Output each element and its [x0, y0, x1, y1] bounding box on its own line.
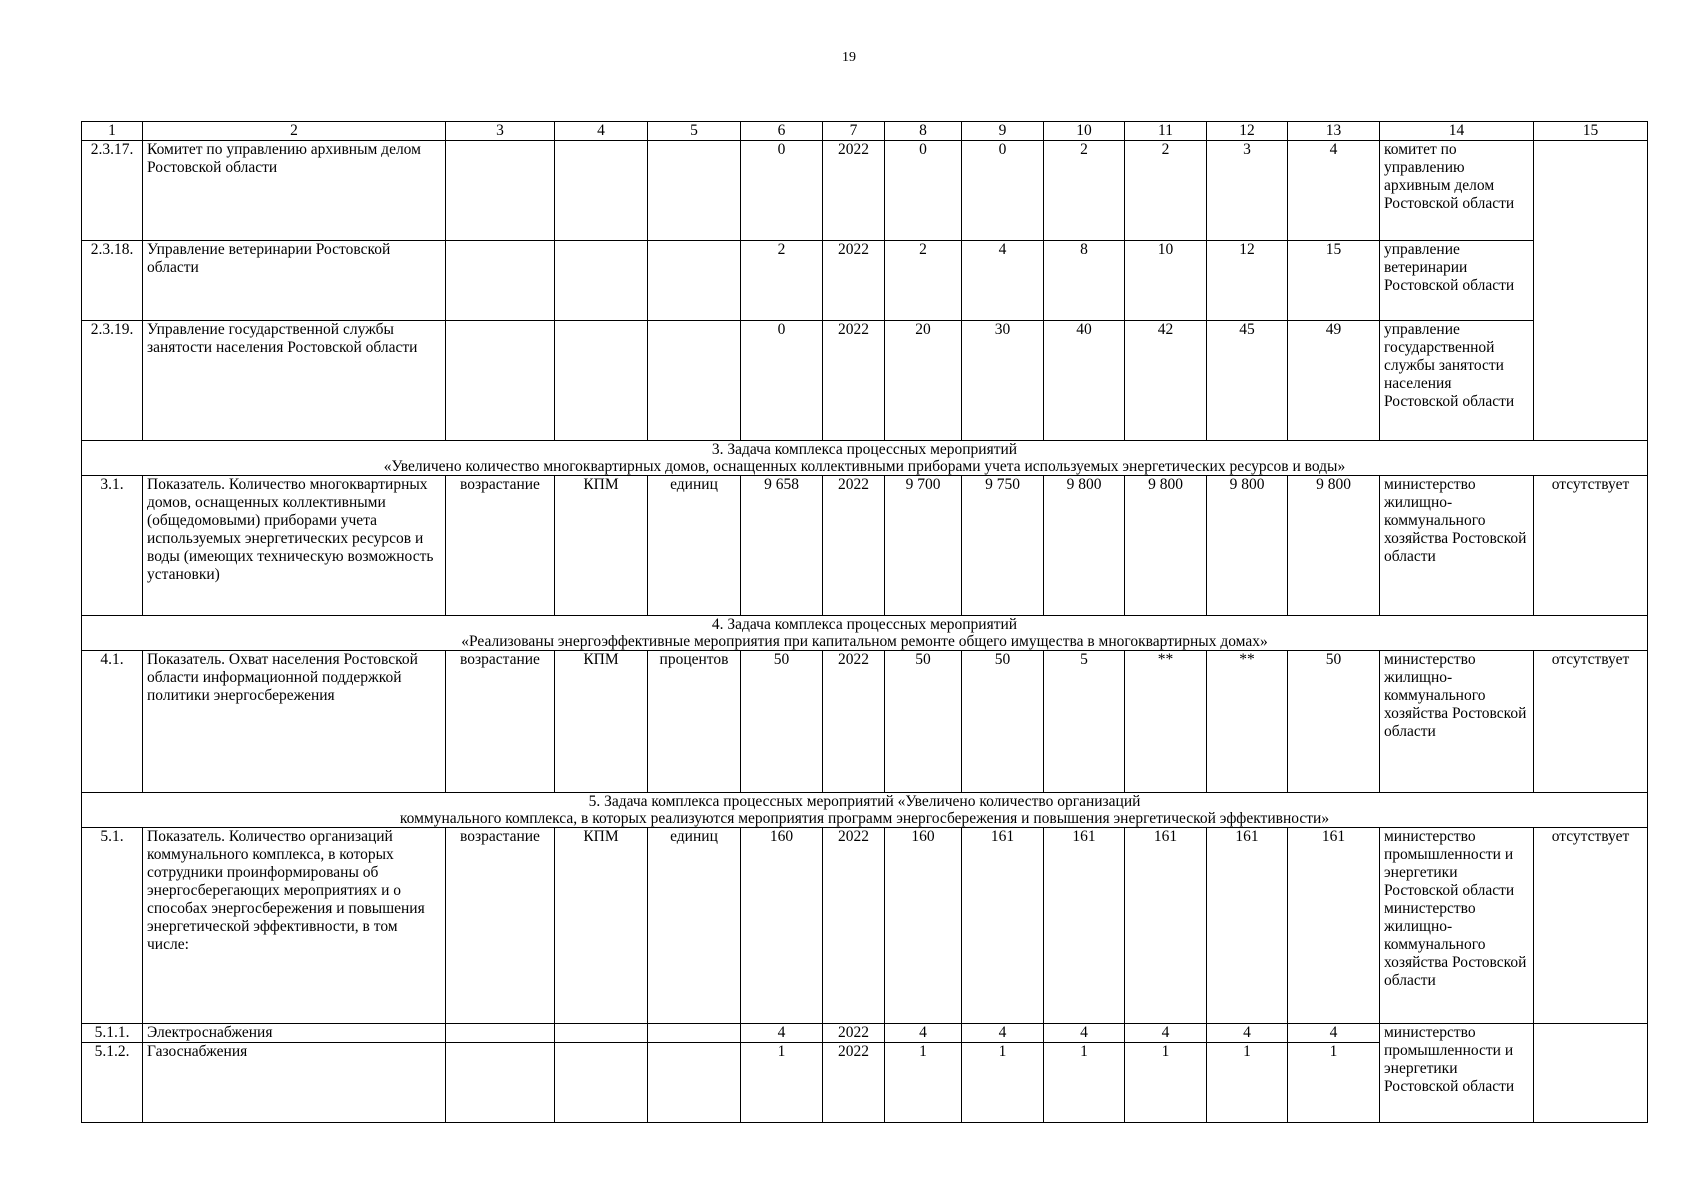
value-cell: 9 750	[962, 476, 1044, 616]
value-cell: 0	[741, 321, 823, 441]
value-cell: возрастание	[446, 828, 555, 1024]
row-number: 3.1.	[82, 476, 143, 616]
value-cell: отсутствует	[1534, 476, 1648, 616]
value-cell: 160	[885, 828, 962, 1024]
value-cell: 9 800	[1044, 476, 1125, 616]
value-cell: единиц	[648, 828, 741, 1024]
value-cell: 4	[1288, 141, 1380, 241]
value-cell: 2022	[823, 1043, 885, 1123]
column-header: 12	[1207, 122, 1288, 141]
column-header: 11	[1125, 122, 1207, 141]
section-row	[82, 616, 1648, 651]
row-name: Управление ветеринарии Ростовской области	[143, 241, 446, 321]
column-header: 6	[741, 122, 823, 141]
value-cell: 1	[1288, 1043, 1380, 1123]
row-name: Показатель. Количество многоквартирных домов, оснащенных коллективными (общедомовыми) приборами учета используемых энергетических ресурсов и воды (имеющих техническую возможность установки)	[143, 476, 446, 616]
value-cell: 4	[962, 241, 1044, 321]
empty-cell	[446, 141, 555, 241]
page-number: 19	[842, 50, 856, 65]
responsible-cell: управление ветеринарии Ростовской области	[1380, 241, 1534, 321]
responsible-cell: министерство промышленности и энергетики Ростовской области министерство жилищно-коммунального хозяйства Ростовской области	[1380, 828, 1534, 1024]
value-cell: КПМ	[555, 828, 648, 1024]
table-row	[82, 321, 1648, 441]
value-cell: 12	[1207, 241, 1288, 321]
value-cell: 4	[741, 1024, 823, 1043]
column-header: 2	[143, 122, 446, 141]
column-header: 3	[446, 122, 555, 141]
value-cell: 0	[962, 141, 1044, 241]
row-name: Электроснабжения	[143, 1024, 446, 1043]
column-header: 4	[555, 122, 648, 141]
value-cell: 0	[741, 141, 823, 241]
value-cell: процентов	[648, 651, 741, 793]
value-cell: 49	[1288, 321, 1380, 441]
value-cell: 42	[1125, 321, 1207, 441]
section-subtitle: коммунального комплекса, в которых реализуются мероприятия программ энергосбережения и повышения энергетической эффективности»	[399, 810, 1330, 827]
value-cell: 4	[1044, 1024, 1125, 1043]
section-title: 3. Задача комплекса процессных мероприятий	[711, 441, 1018, 458]
column-header: 14	[1380, 122, 1534, 141]
value-cell: 161	[1044, 828, 1125, 1024]
column-header: 1	[82, 122, 143, 141]
value-cell: единиц	[648, 476, 741, 616]
column-header: 13	[1288, 122, 1380, 141]
empty-cell	[1534, 141, 1648, 441]
value-cell: 9 700	[885, 476, 962, 616]
value-cell: 1	[1044, 1043, 1125, 1123]
value-cell: 1	[1207, 1043, 1288, 1123]
value-cell: 9 800	[1125, 476, 1207, 616]
value-cell: 4	[1288, 1024, 1380, 1043]
table-row	[82, 141, 1648, 241]
row-number: 5.1.1.	[82, 1024, 143, 1043]
value-cell: 50	[962, 651, 1044, 793]
value-cell: 10	[1125, 241, 1207, 321]
responsible-cell: управление государственной службы занятости населения Ростовской области	[1380, 321, 1534, 441]
empty-cell	[446, 241, 555, 321]
column-header-row	[82, 122, 1648, 141]
value-cell: 20	[885, 321, 962, 441]
value-cell: КПМ	[555, 476, 648, 616]
value-cell: 160	[741, 828, 823, 1024]
responsible-cell: министерство промышленности и энергетики Ростовской области	[1380, 1024, 1534, 1123]
value-cell: возрастание	[446, 476, 555, 616]
value-cell: 161	[1125, 828, 1207, 1024]
value-cell: отсутствует	[1534, 828, 1648, 1024]
value-cell: 2022	[823, 1024, 885, 1043]
column-header: 5	[648, 122, 741, 141]
row-number: 5.1.2.	[82, 1043, 143, 1123]
empty-cell	[648, 321, 741, 441]
empty-cell	[555, 321, 648, 441]
section-row	[82, 793, 1648, 828]
empty-cell	[1534, 1024, 1648, 1123]
value-cell: 45	[1207, 321, 1288, 441]
value-cell: 161	[1288, 828, 1380, 1024]
column-header: 8	[885, 122, 962, 141]
value-cell: 3	[1207, 141, 1288, 241]
value-cell: 2022	[823, 141, 885, 241]
value-cell: 15	[1288, 241, 1380, 321]
row-number: 4.1.	[82, 651, 143, 793]
value-cell: 2022	[823, 651, 885, 793]
value-cell: 4	[962, 1024, 1044, 1043]
value-cell: 9 800	[1288, 476, 1380, 616]
value-cell: 1	[1125, 1043, 1207, 1123]
empty-cell	[555, 1043, 648, 1123]
value-cell: 0	[885, 141, 962, 241]
value-cell: 2022	[823, 476, 885, 616]
table-row	[82, 651, 1648, 793]
row-name: Газоснабжения	[143, 1043, 446, 1123]
section-heading-5	[82, 793, 1648, 828]
row-number: 2.3.19.	[82, 321, 143, 441]
value-cell: 2022	[823, 321, 885, 441]
value-cell: КПМ	[555, 651, 648, 793]
empty-cell	[648, 141, 741, 241]
value-cell: 1	[885, 1043, 962, 1123]
value-cell: отсутствует	[1534, 651, 1648, 793]
empty-cell	[648, 241, 741, 321]
section-subtitle: «Увеличено количество многоквартирных домов, оснащенных коллективными приборами учета используемых энергетических ресурсов и воды»	[383, 458, 1346, 475]
value-cell: 40	[1044, 321, 1125, 441]
responsible-cell: министерство жилищно-коммунального хозяйства Ростовской области	[1380, 476, 1534, 616]
empty-cell	[555, 1024, 648, 1043]
row-number: 2.3.18.	[82, 241, 143, 321]
table-row	[82, 476, 1648, 616]
value-cell: 161	[962, 828, 1044, 1024]
value-cell: 161	[1207, 828, 1288, 1024]
indicators-table	[81, 121, 1648, 1123]
value-cell: 4	[1207, 1024, 1288, 1043]
table-row	[82, 241, 1648, 321]
column-header: 10	[1044, 122, 1125, 141]
empty-cell	[555, 241, 648, 321]
empty-cell	[446, 1024, 555, 1043]
value-cell: 4	[885, 1024, 962, 1043]
value-cell: **	[1207, 651, 1288, 793]
value-cell: 50	[885, 651, 962, 793]
row-name: Управление государственной службы занятости населения Ростовской области	[143, 321, 446, 441]
value-cell: 2	[885, 241, 962, 321]
value-cell: 2022	[823, 828, 885, 1024]
value-cell: 1	[962, 1043, 1044, 1123]
value-cell: 50	[741, 651, 823, 793]
empty-cell	[648, 1043, 741, 1123]
row-number: 5.1.	[82, 828, 143, 1024]
empty-cell	[446, 1043, 555, 1123]
responsible-cell: комитет по управлению архивным делом Ростовской области	[1380, 141, 1534, 241]
value-cell: 8	[1044, 241, 1125, 321]
value-cell: 4	[1125, 1024, 1207, 1043]
table-row	[82, 1024, 1648, 1043]
section-subtitle: «Реализованы энергоэффективные мероприятия при капитальном ремонте общего имущества в многоквартирных домах»	[461, 633, 1268, 650]
value-cell: 2	[1044, 141, 1125, 241]
section-heading-3	[82, 441, 1648, 476]
value-cell: 30	[962, 321, 1044, 441]
row-name: Комитет по управлению архивным делом Ростовской области	[143, 141, 446, 241]
column-header: 7	[823, 122, 885, 141]
table-row	[82, 828, 1648, 1024]
section-title: 4. Задача комплекса процессных мероприятий	[711, 616, 1018, 633]
value-cell: 50	[1288, 651, 1380, 793]
value-cell: 2	[741, 241, 823, 321]
value-cell: 1	[741, 1043, 823, 1123]
row-name: Показатель. Охват населения Ростовской области информационной поддержкой политики энергосбережения	[143, 651, 446, 793]
value-cell: **	[1125, 651, 1207, 793]
empty-cell	[446, 321, 555, 441]
value-cell: возрастание	[446, 651, 555, 793]
column-header: 9	[962, 122, 1044, 141]
section-heading-4	[82, 616, 1648, 651]
section-row	[82, 441, 1648, 476]
value-cell: 5	[1044, 651, 1125, 793]
value-cell: 9 800	[1207, 476, 1288, 616]
empty-cell	[555, 141, 648, 241]
value-cell: 2022	[823, 241, 885, 321]
empty-cell	[648, 1024, 741, 1043]
section-title: 5. Задача комплекса процессных мероприятий «Увеличено количество организаций	[588, 793, 1141, 810]
value-cell: 9 658	[741, 476, 823, 616]
row-name: Показатель. Количество организаций коммунального комплекса, в которых сотрудники проинформированы об энергосберегающих мероприятиях и о способах энергосбережения и повышения энергетической эффективности, в том числе:	[143, 828, 446, 1024]
row-number: 2.3.17.	[82, 141, 143, 241]
value-cell: 2	[1125, 141, 1207, 241]
responsible-cell: министерство жилищно-коммунального хозяйства Ростовской области	[1380, 651, 1534, 793]
column-header: 15	[1534, 122, 1648, 141]
